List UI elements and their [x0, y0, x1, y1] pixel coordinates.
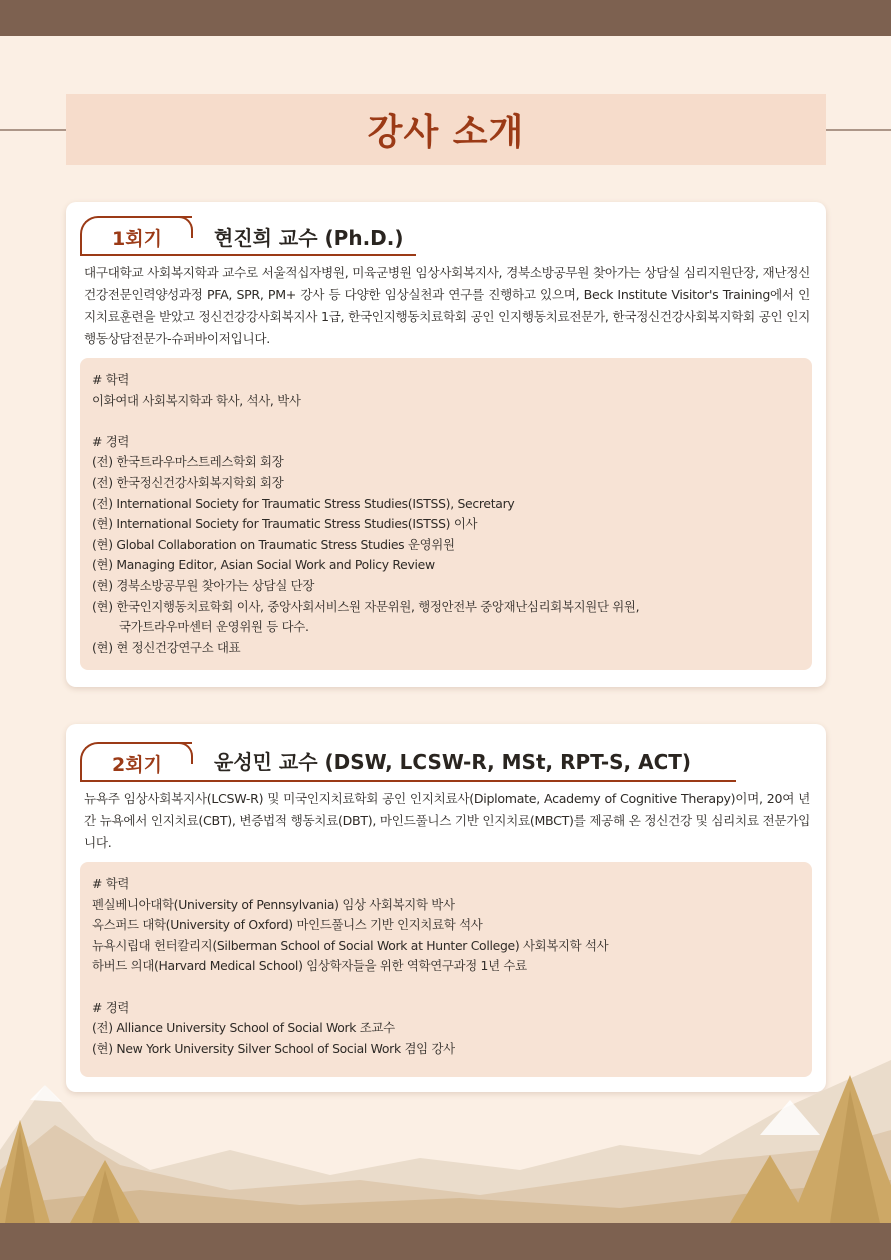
detail-box [80, 358, 812, 670]
speaker-card-1 [66, 202, 826, 687]
speaker-intro: 뉴욕주 임상사회복지사(LCSW-R) 및 미국인지치료학회 공인 인지치료사(Diplomate, Academy of Cognitive Therapy)이며, 20여 년간 뉴욕에서 인지치료(CBT), 변증법적 행동치료(DBT), 마인드풀니스 기반 인지치료(MBCT)를 제공해 온 정신건강 및 심리치료 전문가입니다. [84, 791, 810, 850]
career-item: (전) Alliance University School of Social Work 조교수 [92, 1020, 395, 1036]
top-bar [0, 0, 891, 36]
career-heading: # 경력 [92, 433, 130, 449]
bottom-bar [0, 1223, 891, 1260]
education-item: 하버드 의대(Harvard Medical School) 임상학자들을 위한 역학연구과정 1년 수료 [92, 958, 527, 974]
session-badge [80, 216, 192, 256]
career-heading: # 경력 [92, 999, 130, 1015]
education-heading: # 학력 [92, 372, 130, 387]
winter-scenery-illustration [0, 1040, 891, 1230]
name-underline [80, 254, 416, 256]
speaker-name: 현진희 교수 (Ph.D.) [214, 226, 404, 250]
career-item: (현) 현 정신건강연구소 대표 [92, 639, 241, 655]
career-item: (현) Managing Editor, Asian Social Work and Policy Review [92, 557, 435, 573]
career-item: (현) Global Collaboration on Traumatic Stress Studies 운영위원 [92, 536, 455, 552]
education-heading: # 학력 [92, 876, 130, 891]
education-item: 뉴욕시립대 헌터칼리지(Silberman School of Social Work at Hunter College) 사회복지학 석사 [92, 937, 609, 953]
session-badge-label: 1회기 [112, 227, 162, 250]
session-badge-label: 2회기 [112, 753, 162, 776]
career-item: (현) New York University Silver School of Social Work 겸임 강사 [92, 1040, 455, 1056]
career-item: (현) International Society for Traumatic Stress Studies(ISTSS) 이사 [92, 516, 478, 532]
education-item: 이화여대 사회복지학과 학사, 석사, 박사 [92, 392, 301, 408]
page-title: 강사 소개 [367, 112, 525, 153]
education-item: 펜실베니아대학(University of Pennsylvania) 임상 사회복지학 박사 [92, 896, 455, 912]
session-badge [80, 742, 192, 782]
career-item: (현) 한국인지행동치료학회 이사, 중앙사회서비스원 자문위원, 행정안전부 중앙재난심리회복지원단 위원, [92, 598, 640, 614]
speaker-card-2 [66, 724, 826, 1092]
career-item: (전) International Society for Traumatic Stress Studies(ISTSS), Secretary [92, 495, 515, 511]
career-item: 국가트라우마센터 운영위원 등 다수. [119, 619, 309, 635]
career-item: (현) 경북소방공무원 찾아가는 상담실 단장 [92, 577, 315, 593]
name-underline [80, 780, 736, 782]
education-item: 옥스퍼드 대학(University of Oxford) 마인드풀니스 기반 인지치료학 석사 [92, 917, 483, 933]
career-item: (전) 한국정신건강사회복지학회 회장 [92, 474, 284, 490]
title-band [66, 94, 826, 165]
career-item: (전) 한국트라우마스트레스학회 회장 [92, 454, 284, 470]
speaker-name: 윤성민 교수 (DSW, LCSW-R, MSt, RPT-S, ACT) [214, 750, 692, 774]
speaker-intro: 대구대학교 사회복지학과 교수로 서울적십자병원, 미육군병원 임상사회복지사, 경북소방공무원 찾아가는 상담실 심리지원단장, 재난정신건강전문인력양성과정 PFA, SPR, PM+ 강사 등 다양한 임상실천과 연구를 진행하고 있으며, Beck Institute Visitor's Training에서 인지치료훈련을 받았고 정신건강강사회복지사 1급, 한국인지행동치료학회 공인 인지행동치료전문가, 한국정신건강사회복지학회 공인 인지행동상담전문가-슈퍼바이저입니다. [84, 265, 810, 346]
